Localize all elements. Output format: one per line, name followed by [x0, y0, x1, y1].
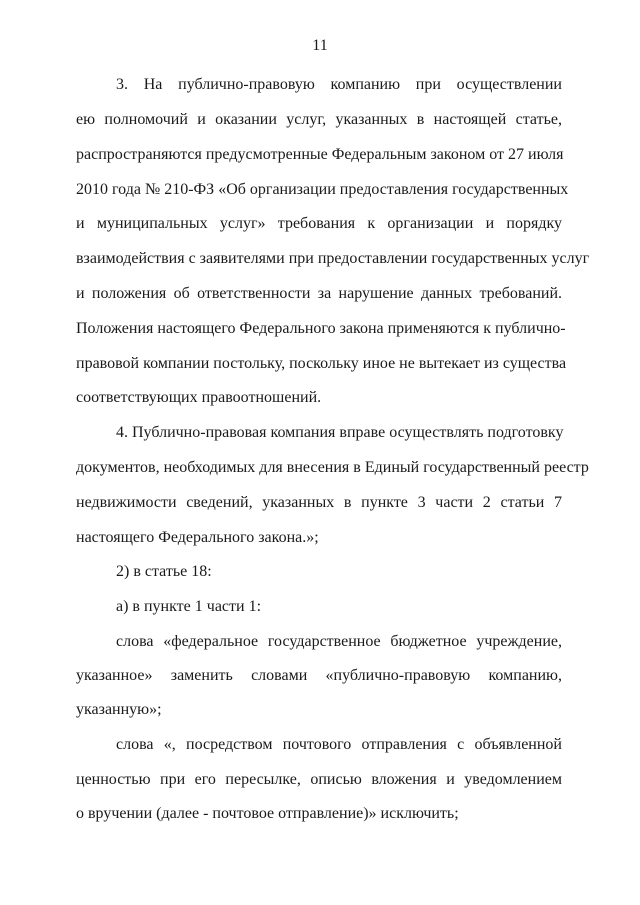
paragraph-3-line-3: распространяются предусмотренные Федеральным законом от 27 июля: [76, 146, 564, 163]
paragraph-3-line-2: ею полномочий и оказании услуг, указанных в настоящей статье,: [76, 111, 562, 128]
paragraph-3-line-10: соответствующих правоотношений.: [76, 389, 322, 406]
subitem-a-heading: а) в пункте 1 части 1:: [116, 598, 262, 615]
item-2-heading: 2) в статье 18:: [116, 563, 212, 580]
paragraph-3-line-8: Положения настоящего Федерального закона применяются к публично-: [76, 320, 566, 337]
paragraph-3-line-5: и муниципальных услуг» требования к организации и порядку: [76, 215, 562, 232]
amendment-2-line-2: ценностью при его пересылке, описью вложения и уведомлением: [76, 771, 562, 788]
paragraph-3-line-9: правовой компании постольку, поскольку иное не вытекает из существа: [76, 355, 567, 372]
paragraph-4-line-1: 4. Публично-правовая компания вправе осуществлять подготовку: [116, 424, 564, 441]
amendment-1-line-1: слова «федеральное государственное бюджетное учреждение,: [116, 633, 562, 650]
paragraph-3-line-1: 3. На публично-правовую компанию при осуществлении: [116, 76, 562, 93]
amendment-2-line-3: о вручении (далее - почтовое отправление)» исключить;: [76, 805, 459, 822]
amendment-1-line-2: указанное» заменить словами «публично-правовую компанию,: [76, 667, 562, 684]
paragraph-4-line-2: документов, необходимых для внесения в Единый государственный реестр: [76, 459, 589, 476]
amendment-1-line-3: указанную»;: [76, 701, 162, 718]
page-number: 11: [312, 37, 328, 54]
paragraph-3-line-7: и положения об ответственности за нарушение данных требований.: [76, 285, 562, 302]
paragraph-3-line-6: взаимодействия с заявителями при предоставлении государственных услуг: [76, 250, 590, 267]
paragraph-4-line-4: настоящего Федерального закона.»;: [76, 529, 319, 546]
paragraph-3-line-4: 2010 года № 210-ФЗ «Об организации предоставления государственных: [76, 181, 569, 198]
amendment-2-line-1: слова «, посредством почтового отправления с объявленной: [116, 736, 562, 753]
paragraph-4-line-3: недвижимости сведений, указанных в пункте 3 части 2 статьи 7: [76, 494, 562, 511]
